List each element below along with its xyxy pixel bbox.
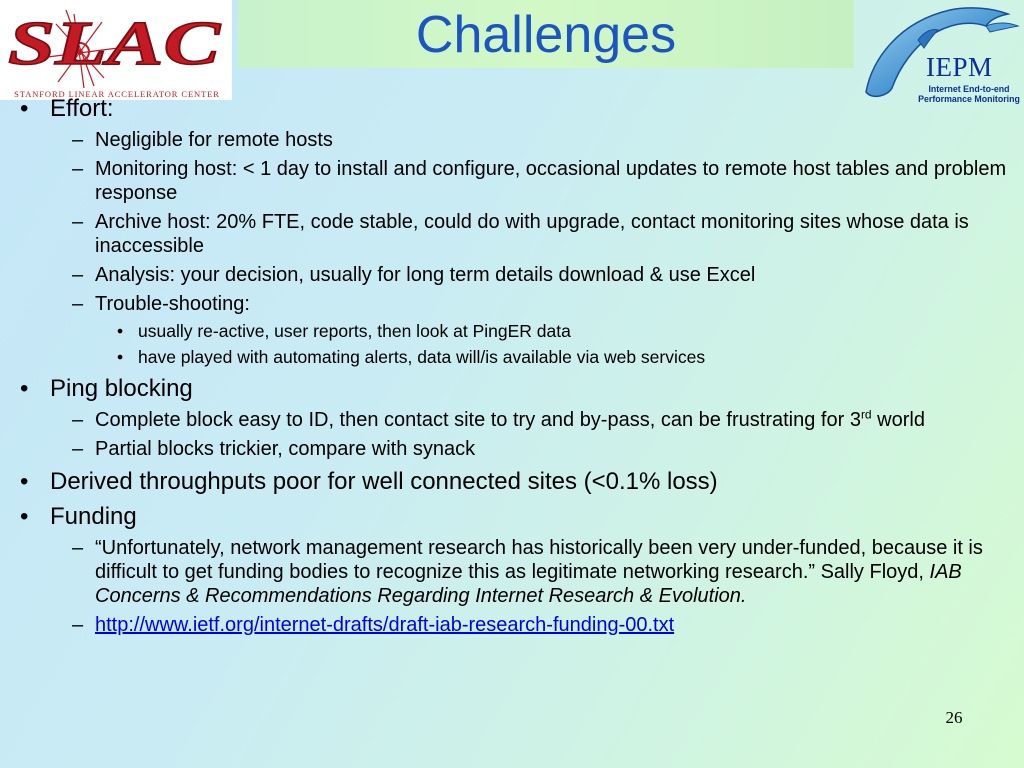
- dash-icon: –: [72, 614, 84, 636]
- iepm-tagline-line-2: Performance Monitoring: [918, 94, 1020, 104]
- sub-bullet-text: Archive host: 20% FTE, code stable, could do with upgrade, contact monitoring sites whose data is inaccessible: [95, 211, 969, 257]
- bullet-ping-blocking-text: Ping blocking: [50, 375, 193, 402]
- slac-logo-mark: [0, 0, 232, 92]
- sub-sub-bullet-text: have played with automating alerts, data will/is available via web services: [138, 347, 706, 367]
- sub-bullet: [0, 437, 1010, 461]
- dash-icon: –: [72, 129, 84, 151]
- bullet-dot-icon: •: [20, 95, 29, 122]
- sub-bullet: [0, 210, 1010, 258]
- funding-quote-text: “Unfortunately, network management research has historically been very under-funded, because it is difficult to get funding bodies to recognize this as legitimate networking research.” Sally Floyd,: [95, 537, 983, 583]
- iepm-tagline-line-1: Internet End-to-end: [928, 84, 1010, 94]
- dash-icon: –: [72, 158, 84, 180]
- bullet-funding-text: Funding: [50, 503, 137, 530]
- dash-icon: –: [72, 537, 84, 559]
- sub-bullet-text: Monitoring host: < 1 day to install and configure, occasional updates to remote host tables and problem response: [95, 158, 1007, 204]
- sub-bullet-text: Analysis: your decision, usually for long term details download & use Excel: [95, 264, 756, 286]
- dash-icon: –: [72, 293, 84, 315]
- bullet-funding: [0, 502, 1010, 531]
- sub-bullet-text: Trouble-shooting:: [95, 293, 250, 315]
- bullet-effort: [0, 94, 1010, 123]
- sub-bullet-text-tail: world: [871, 409, 925, 431]
- sub-bullet-text: Partial blocks trickier, compare with synack: [95, 438, 476, 460]
- sub-bullet-quote: [0, 536, 1010, 608]
- title-bar: [238, 0, 854, 68]
- iepm-logo-name: IEPM: [926, 52, 993, 82]
- dash-icon: –: [72, 409, 84, 431]
- sub-bullet: [0, 292, 1010, 316]
- bullet-dot-icon: •: [20, 468, 29, 495]
- bullet-dot-icon: •: [117, 321, 124, 341]
- funding-url-link[interactable]: http://www.ietf.org/internet-drafts/draft-iab-research-funding-00.txt: [95, 614, 675, 636]
- sub-sub-bullet: [0, 347, 1010, 368]
- bullet-ping-blocking: [0, 374, 1010, 403]
- funding-quote-source: IAB Concerns & Recommendations Regarding Internet Research & Evolution.: [95, 561, 962, 607]
- funding-quote: [95, 537, 983, 607]
- bullet-derived-throughputs-text: Derived throughputs poor for well connected sites (<0.1% loss): [50, 468, 718, 495]
- slac-logo-caption: STANFORD LINEAR ACCELERATOR CENTER: [14, 89, 220, 99]
- dash-icon: –: [72, 211, 84, 233]
- bullet-derived-throughputs: [0, 467, 1010, 496]
- bullet-effort-text: Effort:: [50, 95, 114, 122]
- sub-bullet-text-main: Complete block easy to ID, then contact site to try and by-pass, can be frustrating for 3: [95, 409, 861, 431]
- slide-title: Challenges: [415, 6, 677, 64]
- sub-sub-bullet: [0, 321, 1010, 342]
- bullet-dot-icon: •: [20, 375, 29, 402]
- sub-bullet-text: Negligible for remote hosts: [95, 129, 333, 151]
- sub-bullet-link: [0, 613, 1010, 637]
- sub-bullet: [0, 263, 1010, 287]
- sub-bullet: [0, 408, 1010, 432]
- dash-icon: –: [72, 438, 84, 460]
- bullet-dot-icon: •: [20, 503, 29, 530]
- sub-bullet: [0, 128, 1010, 152]
- slide-body: [0, 94, 1010, 637]
- bullet-dot-icon: •: [117, 347, 124, 367]
- slac-logo-text: SLAC: [8, 10, 221, 78]
- page-number: 26: [945, 708, 963, 727]
- sub-sub-bullet-text: usually re-active, user reports, then look at PingER data: [138, 321, 571, 341]
- dash-icon: –: [72, 264, 84, 286]
- sub-bullet-text: [95, 409, 925, 431]
- superscript-rd: rd: [860, 407, 872, 422]
- slac-logo: [0, 0, 232, 100]
- sub-bullet: [0, 157, 1010, 205]
